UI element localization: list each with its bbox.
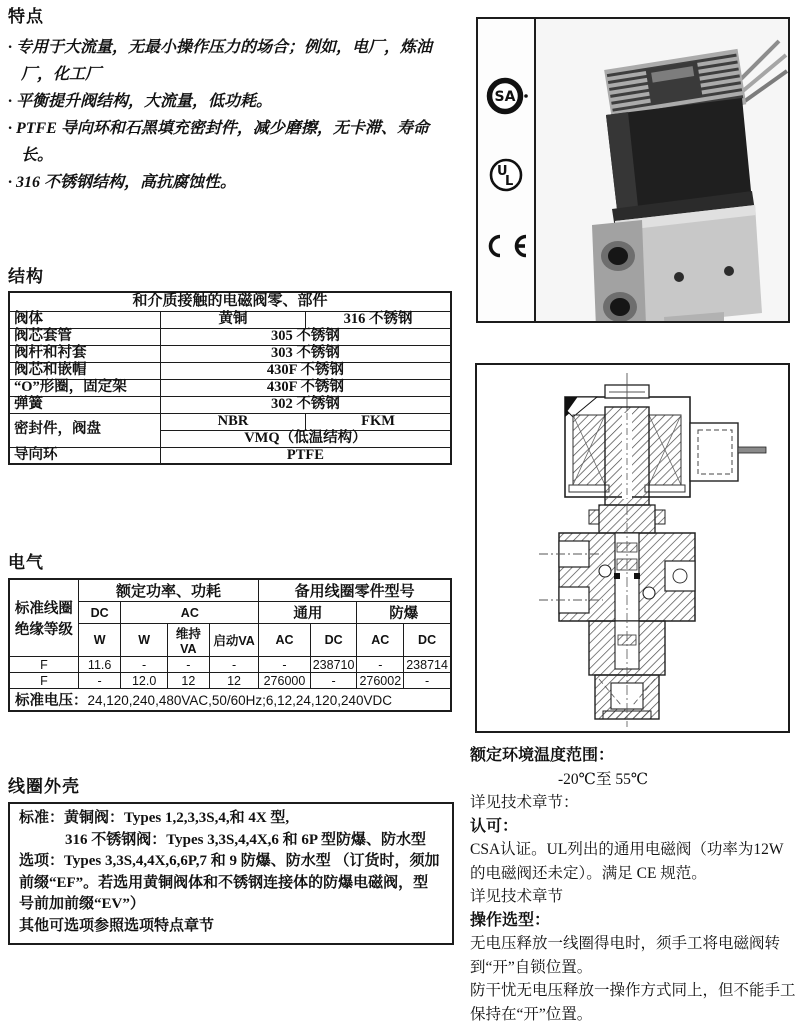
coil-housing-section: [8, 772, 454, 945]
valve-cross-section-diagram: [477, 365, 788, 731]
voltage-label: 标准电压：: [15, 693, 88, 709]
table-header-row: DC AC 通用 防爆: [9, 602, 451, 624]
structure-title: 结构: [8, 267, 44, 286]
product-photo-frame: [476, 17, 790, 323]
see-tech-note: 详见技术章节: [470, 888, 564, 905]
cross-section-frame: [475, 363, 790, 733]
temp-range-value: -20℃至 55℃: [558, 770, 649, 788]
right-info-section: [470, 744, 796, 1026]
table-row: “O”形圈，固定架 430F 不锈钢: [9, 379, 451, 396]
structure-section: [8, 262, 454, 465]
table-footer-row: [9, 689, 451, 712]
valve-photo-image: [536, 19, 788, 321]
svg-text:L: L: [505, 174, 514, 189]
feature-bullet: · 316 不锈钢结构，高抗腐蚀性。: [8, 174, 237, 191]
coil-housing-title: 线圈外壳: [8, 777, 80, 796]
table-row: 导向环 PTFE: [9, 447, 451, 464]
table-row: 阀体 黄铜 316 不锈钢: [9, 311, 451, 328]
option-label: 选项：: [19, 853, 65, 869]
coil-standard-line2: 316 不锈钢阀：Types 3,3S,4,4X,6 和 6P 型防爆、防水型: [65, 831, 426, 848]
table-row: 阀杆和衬套 303 不锈钢: [9, 345, 451, 362]
svg-text:SA: SA: [494, 89, 516, 105]
coil-standard-line: 标准：黄铜阀：Types 1,2,3,3S,4,和 4X 型,: [19, 810, 290, 826]
table-row: 密封件，阀盘 NBR FKM: [9, 413, 451, 430]
electrical-section: [8, 548, 454, 712]
electrical-title: 电气: [8, 553, 44, 572]
table-header-row: W W 维持VA 启动VA AC DC AC DC: [9, 624, 451, 657]
power-header: 额定功率、功耗: [78, 579, 258, 602]
feature-bullet: · 平衡提升阀结构，大流量，低功耗。: [8, 93, 273, 110]
valve-photo: [536, 19, 788, 321]
table-header-row: [9, 579, 451, 602]
feature-bullet: · 专用于大流量，无最小操作压力的场合；例如，电厂，炼油厂，化工厂: [8, 39, 433, 83]
certification-column: [478, 19, 536, 321]
table-row: 阀芯套管 305 不锈钢: [9, 328, 451, 345]
insulation-header: 标准线圈 绝缘等级: [9, 579, 78, 657]
coil-housing-box: [8, 802, 454, 945]
csa-logo: [483, 73, 529, 119]
table-row: VMQ（低温结构）: [9, 430, 451, 447]
features-title: 特点: [8, 7, 44, 26]
operation-title: 操作选型：: [470, 911, 551, 929]
features-section: [8, 2, 460, 196]
coil-option-line: 选项：Types 3,3S,4,4X,6,6P,7 和 9 防爆、防水型 （订货时，须加前缀“EF”。若选用黄铜阀体和不锈钢连接体的防爆电磁阀，型号前加前缀“EV”）: [19, 853, 440, 912]
electrical-table: [8, 578, 452, 712]
standard-label: 标准：: [19, 810, 65, 826]
features-list: [8, 34, 460, 196]
spare-coil-header: 备用线圈零件型号: [259, 579, 451, 602]
table-row: F - 12.0 12 12 276000 - 276002 -: [9, 673, 451, 689]
wetted-parts-table: [8, 291, 452, 465]
ul-logo: [486, 155, 526, 195]
coil-other-line: 其他可选项参照选项特点章节: [19, 917, 215, 934]
temp-range-title: 额定环境温度范围：: [470, 747, 615, 764]
table-row: F 11.6 - - - - 238710 - 238714: [9, 657, 451, 673]
see-tech-note: 详见技术章节：: [470, 794, 579, 811]
operation-paragraph: 无电压释放一线圈得电时，须手工将电磁阀转到“开”自锁位置。: [470, 935, 781, 976]
svg-text:U: U: [497, 164, 508, 179]
feature-bullet: · PTFE 导向环和石黑填充密封件，减少磨擦，无卡滞、寿命长。: [8, 120, 429, 164]
table-row: 弹簧 302 不锈钢: [9, 396, 451, 413]
table-title: 和介质接触的电磁阀零、部件: [9, 292, 451, 311]
approval-title: 认可：: [470, 817, 519, 835]
voltage-value: 24,120,240,480VAC,50/60Hz;6,12,24,120,240VDC: [87, 693, 392, 708]
operation-paragraph: 防干忧无电压释放一操作方式同上，但不能手工保持在“开”位置。: [470, 982, 796, 1023]
approval-text: CSA认证。UL列出的通用电磁阀（功率为12W的电磁阀还未定）。满足 CE 规范。: [470, 841, 784, 882]
table-header-row: [9, 292, 451, 311]
table-row: 阀芯和嵌帽 430F 不锈钢: [9, 362, 451, 379]
ce-mark: [480, 233, 532, 259]
